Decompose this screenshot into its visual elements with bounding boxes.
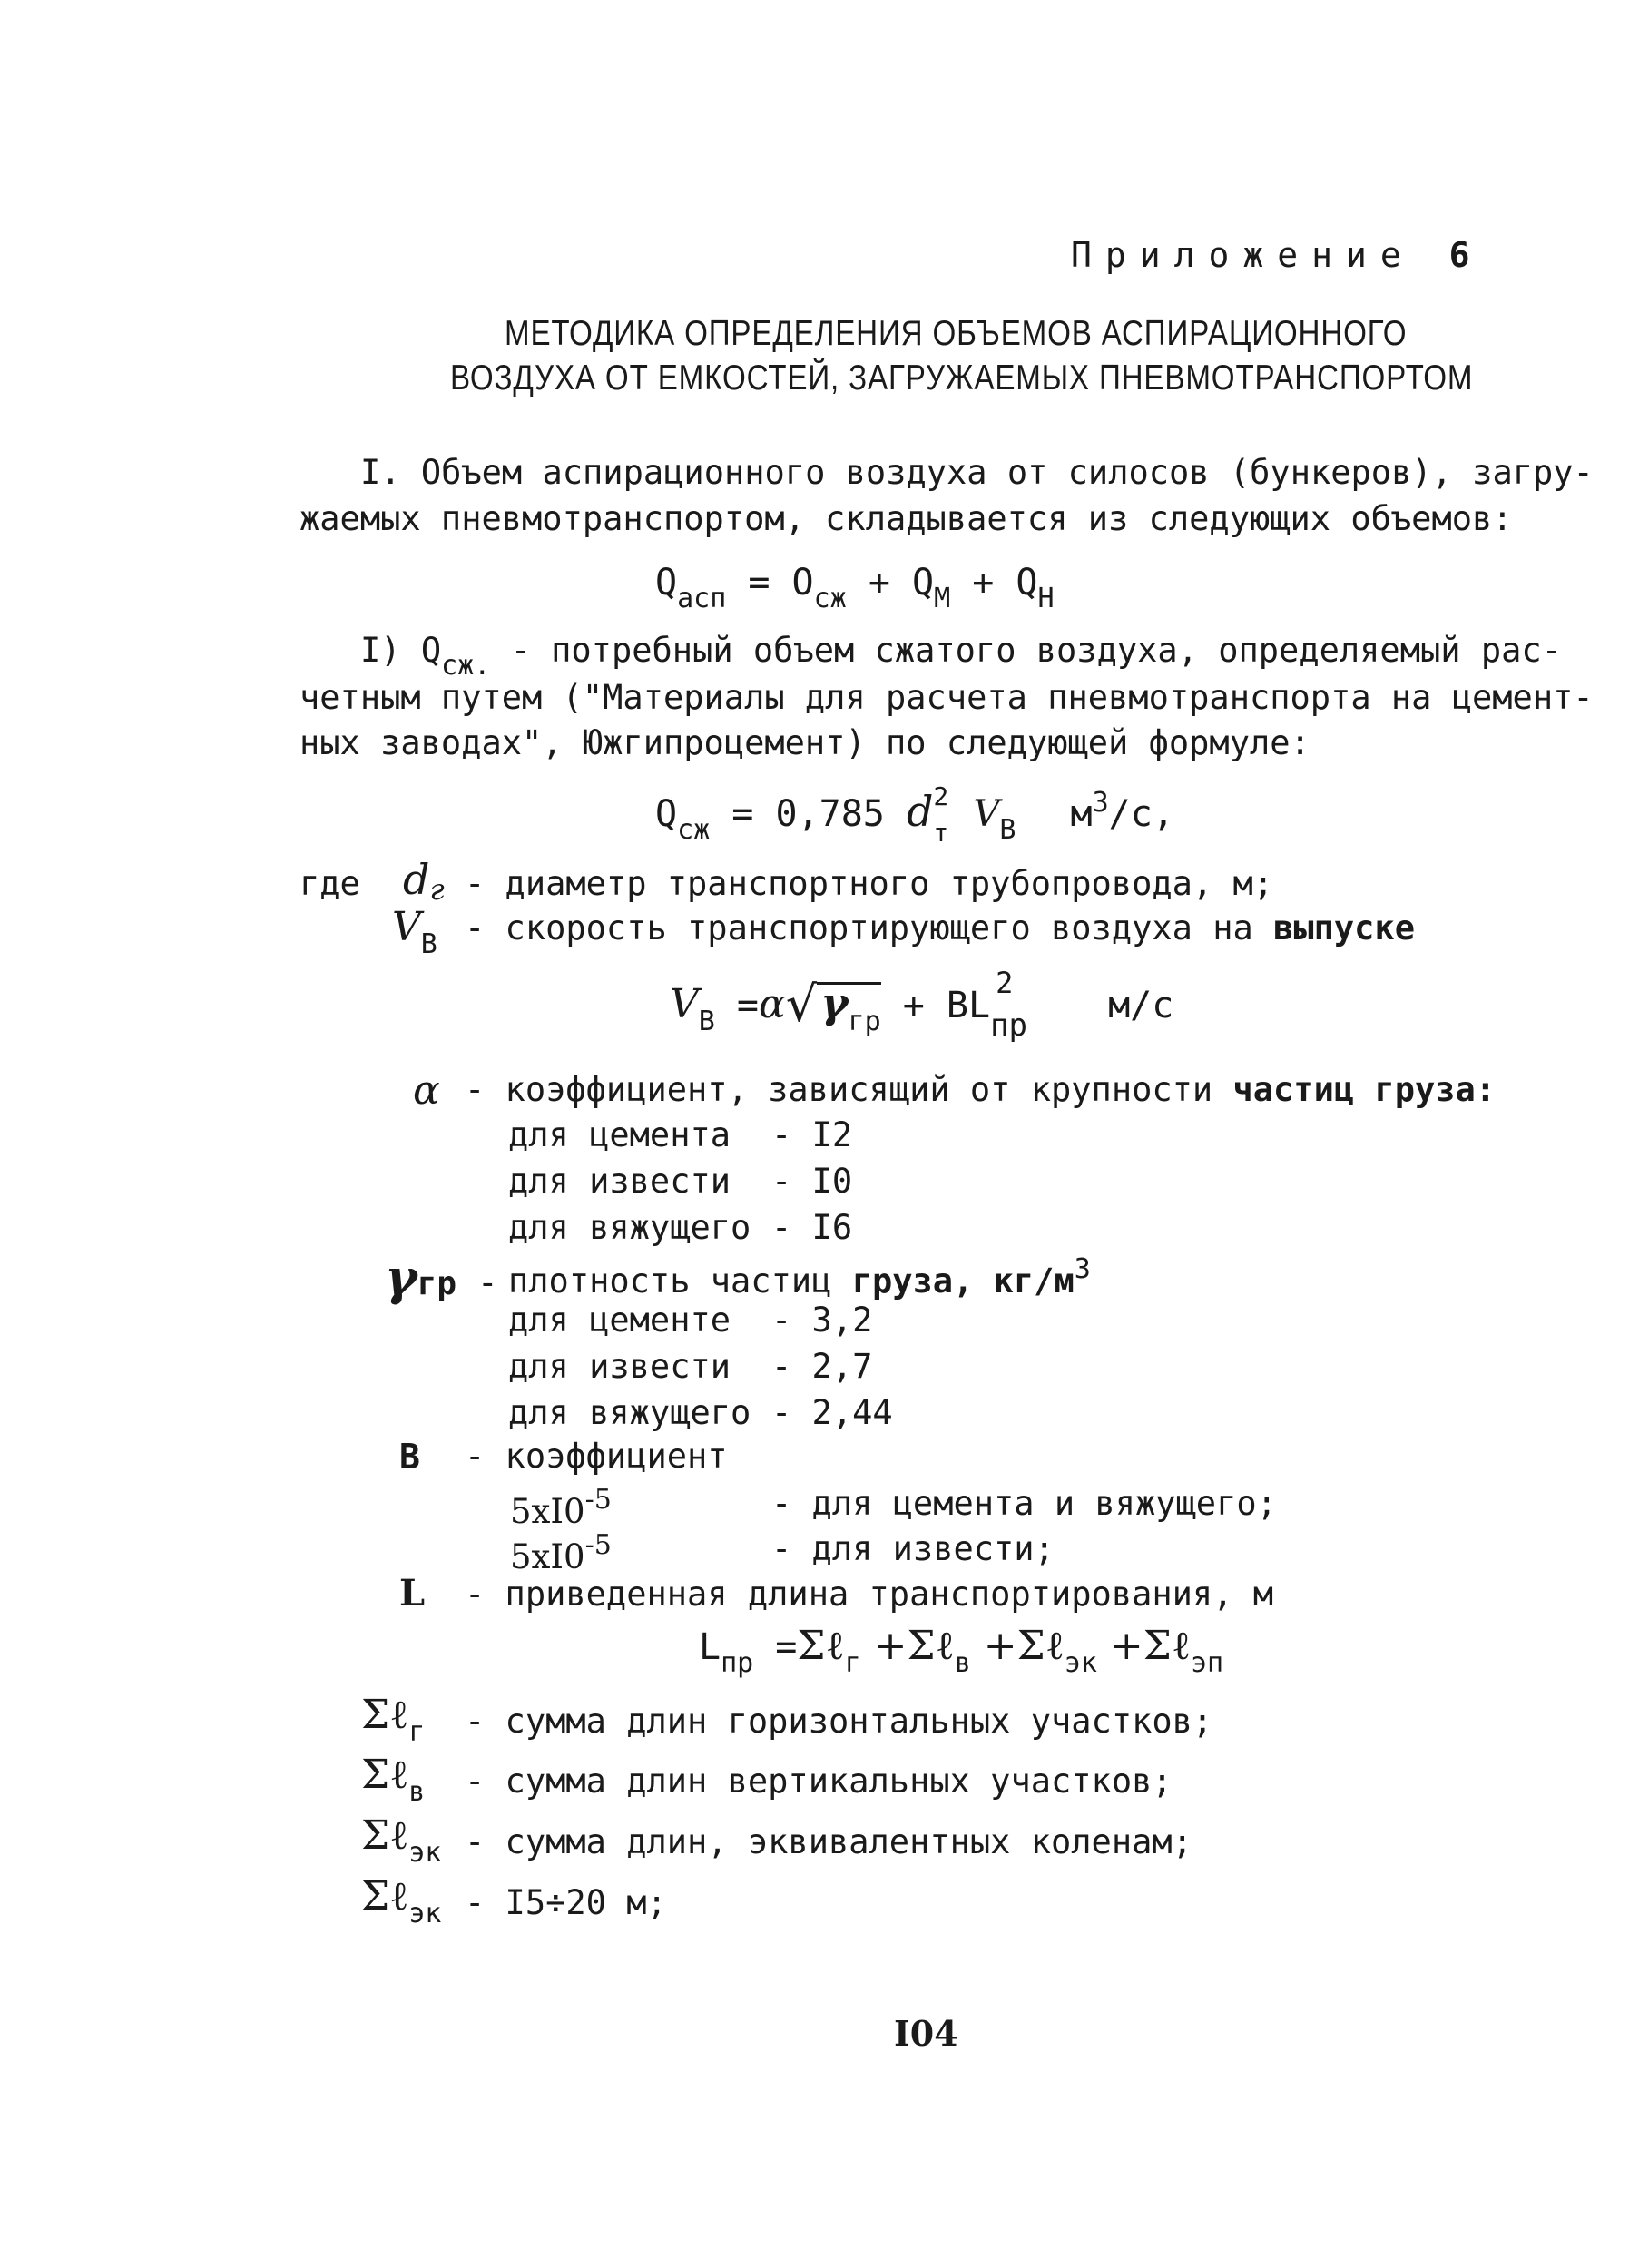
sum-description-horizontal: - сумма длин горизонтальных участков; bbox=[465, 1702, 1213, 1741]
where-d-description: - диаметр транспортного трубопровода, м; bbox=[465, 864, 1274, 903]
where-v-description: - скорость транспортирующего воздуха на выпуске bbox=[465, 908, 1415, 947]
b-row-coefficient: $5хI0^{-5}$ bbox=[510, 1529, 612, 1576]
b-row-text: - для цемента и вяжущего; bbox=[771, 1484, 1277, 1523]
where-d-symbol: dг bbox=[403, 855, 445, 907]
item1-line-3: ных заводах", Южгипроцемент) по следующей формуле: bbox=[299, 723, 1310, 762]
sum-symbol-vertical: Σℓ$_в$ bbox=[361, 1752, 426, 1808]
sum-symbol-elbows: Σℓ$_{эк}$ bbox=[361, 1812, 442, 1869]
formula-v: $V_В =\alpha√\gamma_{гр}$ + BL 2 пр м/с bbox=[670, 966, 1174, 1044]
page-number: I04 bbox=[894, 2013, 958, 2054]
sum-description-elbows: - сумма длин, эквивалентных коленам; bbox=[465, 1822, 1192, 1861]
item1-line-2: четным путем ("Материалы для расчета пневмотранспорта на цемент- bbox=[299, 678, 1594, 717]
alpha-description: - коэффициент, зависящий от крупности частиц груза: bbox=[465, 1070, 1497, 1109]
formula-total: $Q_{асп} = O_{сж} + Q_М + Q_Н$ bbox=[655, 562, 1055, 614]
sum-description-range: - I5÷20 м; bbox=[465, 1883, 667, 1922]
formula-qszh: $Q_{сж} = 0,785$ d 2 т $V_В$ $м^3/с$, bbox=[655, 781, 1174, 848]
where-label: где bbox=[299, 864, 360, 903]
l-description: - приведенная длина транспортирования, м bbox=[465, 1575, 1274, 1614]
sum-symbol-range: Σℓ$_{эк}$ bbox=[361, 1873, 442, 1929]
sum-description-vertical: - сумма длин вертикальных участков; bbox=[465, 1762, 1173, 1801]
appendix-header bbox=[1071, 235, 1470, 275]
alpha-row-value: - I0 bbox=[771, 1162, 853, 1201]
gamma-row-value: - 3,2 bbox=[771, 1301, 873, 1340]
section1-line-1: I. Объем аспирационного воздуха от силосов (бункеров), загру- bbox=[360, 453, 1594, 492]
gamma-symbol: γгр - bbox=[385, 1248, 498, 1306]
b-row-coefficient: $5хI0^{-5}$ bbox=[510, 1484, 612, 1531]
gamma-row-value: - 2,44 bbox=[771, 1393, 893, 1432]
sum-symbol-horizontal: Σℓ$_г$ bbox=[361, 1692, 426, 1748]
alpha-row-label: для вяжущего bbox=[508, 1208, 751, 1247]
b-description: - коэффициент bbox=[465, 1437, 728, 1476]
gamma-row-label: для цементе bbox=[508, 1301, 731, 1340]
l-symbol: L bbox=[399, 1572, 426, 1615]
section1-line-2: жаемых пневмотранспортом, складывается из следующих объемов: bbox=[299, 499, 1513, 538]
formula-l: $L_{пр}$ =Σℓ$_г$ +Σℓ$_в$ +Σℓ$_{эк}$ +Σℓ$_{эп}$ bbox=[699, 1623, 1224, 1679]
gamma-row-label: для извести bbox=[508, 1347, 731, 1386]
gamma-row-label: для вяжущего bbox=[508, 1393, 751, 1432]
b-row-text: - для извести; bbox=[771, 1529, 1055, 1568]
alpha-row-label: для цемента bbox=[508, 1115, 731, 1154]
alpha-row-value: - I6 bbox=[771, 1208, 853, 1247]
alpha-row-label: для извести bbox=[508, 1162, 731, 1201]
alpha-row-value: - I2 bbox=[771, 1115, 853, 1154]
item1-line-1: I) $Q_{сж.}$ - потребный объем сжатого воздуха, определяемый рас- bbox=[360, 631, 1562, 682]
title-line-2: ВОЗДУХА ОТ ЕМКОСТЕЙ, ЗАГРУЖАЕМЫХ ПНЕВМОТРАНСПОРТОМ bbox=[450, 358, 1474, 398]
gamma-row-value: - 2,7 bbox=[771, 1347, 873, 1386]
where-v-symbol: $V_В$ bbox=[392, 904, 437, 960]
appendix-number: 6 bbox=[1448, 235, 1470, 275]
alpha-symbol: α bbox=[413, 1067, 440, 1114]
appendix-label: Приложение bbox=[1071, 235, 1415, 275]
title-line-1: МЕТОДИКА ОПРЕДЕЛЕНИЯ ОБЪЕМОВ АСПИРАЦИОННОГО bbox=[505, 314, 1408, 353]
gamma-description: плотность частиц груза, $кг/м^3$ bbox=[508, 1253, 1091, 1301]
b-symbol: B bbox=[399, 1437, 420, 1477]
